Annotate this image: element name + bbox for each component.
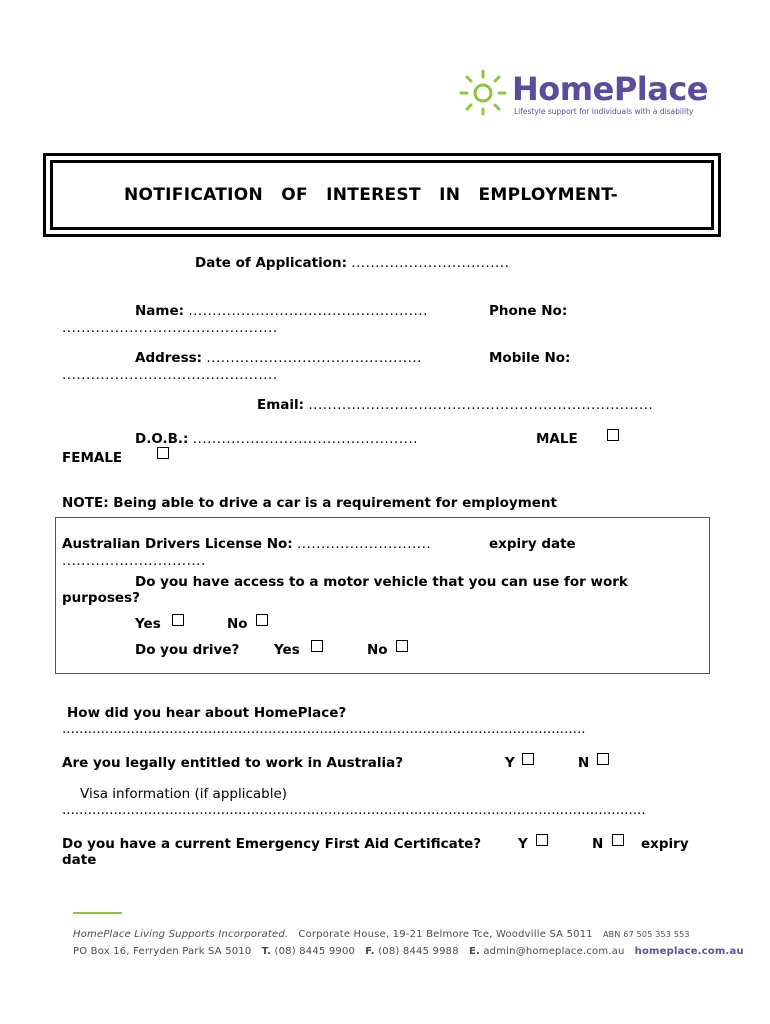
first-aid-expiry-label: expiry: [641, 836, 689, 852]
drive-yes-label: Yes: [274, 642, 300, 658]
male-checkbox[interactable]: [607, 429, 619, 441]
vehicle-no-checkbox[interactable]: [256, 614, 268, 626]
vehicle-yes-label: Yes: [135, 616, 161, 632]
phone-field[interactable]: .............................................: [62, 320, 278, 336]
date-field[interactable]: .................................: [351, 255, 510, 271]
female-checkbox[interactable]: [157, 447, 169, 459]
vehicle-question: Do you have access to a motor vehicle that you can use for work: [135, 574, 628, 590]
entitled-yes-label: Y: [505, 755, 515, 771]
drive-no-checkbox[interactable]: [396, 640, 408, 652]
footer-org: HomePlace Living Supports Incorporated.: [73, 929, 289, 940]
logo-name: HomePlace: [512, 70, 708, 108]
license-row: [62, 536, 431, 552]
name-field[interactable]: ..................................................: [188, 303, 428, 319]
vehicle-question-cont: purposes?: [62, 590, 140, 606]
license-label: Australian Drivers License No:: [62, 536, 293, 552]
form-title: NOTIFICATION OF INTEREST IN EMPLOYMENT-: [124, 185, 619, 205]
address-row: [135, 350, 422, 366]
expiry-date-label: expiry date: [489, 536, 576, 552]
drive-question: Do you drive?: [135, 642, 240, 658]
first-aid-yes-label: Y: [518, 836, 528, 852]
entitled-no-checkbox[interactable]: [597, 753, 609, 765]
drive-requirement-note: NOTE: Being able to drive a car is a requirement for employment: [62, 495, 557, 511]
entitled-yes-checkbox[interactable]: [522, 753, 534, 765]
vehicle-yes-checkbox[interactable]: [172, 614, 184, 626]
dob-label: D.O.B.:: [135, 431, 189, 447]
name-label: Name:: [135, 303, 185, 319]
email-field[interactable]: ........................................................................: [308, 397, 654, 413]
visa-label: Visa information (if applicable): [80, 786, 288, 802]
email-row: [257, 397, 653, 413]
footer-line-2: [73, 946, 744, 957]
first-aid-question: Do you have a current Emergency First Aid Certificate?: [62, 836, 482, 852]
email-label: Email:: [257, 397, 305, 413]
drive-no-label: No: [367, 642, 388, 658]
footer-line-1: [73, 929, 690, 940]
footer-abn: ABN 67 505 353 553: [603, 930, 690, 939]
name-row: [135, 303, 428, 319]
dob-row: [135, 431, 418, 447]
hear-question: How did you hear about HomePlace?: [67, 705, 347, 721]
footer-t-label: T.: [261, 946, 272, 957]
address-label: Address:: [135, 350, 203, 366]
date-of-application-row: [195, 255, 509, 271]
male-label: MALE: [536, 431, 578, 447]
footer-accent-rule: [73, 912, 122, 914]
date-label: Date of Application:: [195, 255, 347, 271]
footer-phone: (08) 8445 9900: [274, 946, 356, 957]
logo-tagline: Lifestyle support for individuals with a disability: [514, 107, 694, 116]
footer-website[interactable]: homeplace.com.au: [634, 946, 744, 957]
entitled-question: Are you legally entitled to work in Australia?: [62, 755, 404, 771]
mobile-label: Mobile No:: [489, 350, 571, 366]
address-field[interactable]: .............................................: [206, 350, 422, 366]
phone-label: Phone No:: [489, 303, 568, 319]
vehicle-no-label: No: [227, 616, 248, 632]
visa-field[interactable]: ........................................................................................................................................: [62, 802, 646, 818]
first-aid-yes-checkbox[interactable]: [536, 834, 548, 846]
expiry-date-field[interactable]: ..............................: [62, 553, 206, 569]
drive-yes-checkbox[interactable]: [311, 640, 323, 652]
footer-e-label: E.: [468, 946, 480, 957]
footer-fax: (08) 8445 9988: [378, 946, 459, 957]
footer-f-label: F.: [365, 946, 375, 957]
license-field[interactable]: ............................: [297, 536, 432, 552]
first-aid-no-checkbox[interactable]: [612, 834, 624, 846]
hear-field[interactable]: ..........................................................................................................................: [62, 721, 586, 737]
footer-po-box: PO Box 16, Ferryden Park SA 5010: [73, 946, 252, 957]
footer-email[interactable]: admin@homeplace.com.au: [483, 946, 625, 957]
female-label: FEMALE: [62, 450, 123, 466]
first-aid-no-label: N: [592, 836, 604, 852]
entitled-no-label: N: [578, 755, 590, 771]
footer-address: Corporate House, 19-21 Belmore Tce, Woodville SA 5011: [298, 929, 593, 940]
first-aid-date-label: date: [62, 852, 97, 868]
mobile-field[interactable]: .............................................: [62, 367, 278, 383]
sun-logo-icon: [458, 68, 508, 116]
dob-field[interactable]: ...............................................: [192, 431, 418, 447]
